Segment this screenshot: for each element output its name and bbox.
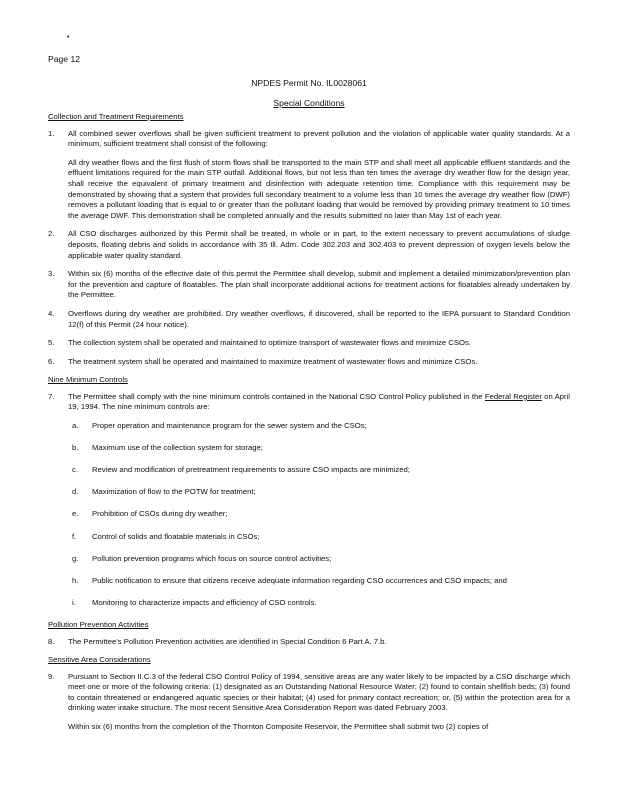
permit-number: NPDES Permit No. IL0028061 [251,78,367,88]
condition-7 [48,392,570,609]
condition-5 [48,338,570,349]
intro-text-end: on April 19, 1994. The nine minimum controls are: [68,391,570,412]
condition-3 [48,269,570,301]
control-item-g [68,554,570,565]
condition-8 [48,637,570,648]
condition-1 [48,129,570,222]
page-number: Page 12 [48,54,81,64]
condition-text: All dry weather flows and the first flush of storm flows shall be transported to the main STP and shall meet all applicable effluent standards and the effluent limitations required for the main STP outfall. Additional flows, but not less than ten times the average dry weather flow for the design year, shall receive the equivalent of primary treatment and disinfection with adequate retention time. Compliance with this requirement may be demonstrated by showing that a system that provides full secondary treatment to a volume less than 10 times the average dry weather flow (DWF) removes a pollutant loading that is equal to or greater than the pollutant loading that would be removed by providing primary treatment to 10 times the average DWF. This demonstration shall be completed annually and the results submitted no later than May 1st of each year. [68,157,570,220]
control-text: Proper operation and maintenance program for the sewer system and the CSOs; [92,421,367,431]
control-item-b [68,443,570,454]
condition-text: Within six (6) months from the completion of the Thornton Composite Reservoir, the Permittee shall submit two (2) copies of [68,722,489,732]
section-heading-collection: Collection and Treatment Requirements [48,112,184,121]
control-text: Pollution prevention programs which focus on source control activities; [92,553,332,563]
control-item-h [68,576,570,587]
condition-text: Within six (6) months of the effective date of this permit the Permittee shall develop, submit and implement a detailed minimization/prevention plan for the prevention and capture of floatables. The plan shall incorporate additional actions for treatment actions for floatables already undertaken by the Permittee. [68,269,570,300]
condition-text: All CSO discharges authorized by this Permit shall be treated, in whole or in part, to the extent necessary to prevent accumulations of sludge deposits, floating debris and solids in accordance with 35 Ill. Adm. Code 302.203 and 302.403 to prevent depression of oxygen levels below the applicable water quality standard. [68,229,570,260]
control-item-d [68,487,570,498]
condition-6 [48,357,570,368]
control-letter: b. [72,443,79,453]
section-heading-pollution-prevention: Pollution Prevention Activities [48,619,149,629]
document-body [48,112,570,741]
condition-text: Pursuant to Section II.C.3 of the federal CSO Control Policy of 1994, sensitive areas are any water likely to be impacted by a CSO discharge which meet one or more of the following criteria: (1) designated as an Outstanding National Resource Water; (2) found to contain shellfish beds; (3) found to contain threatened or endangered aquatic species or their habitat; (4) used for primary contact recreation; or, (5) within the protection area for a drinking water intake structure. The most recent Sensitive Area Consideration Report was dated February 2003. [68,671,570,713]
condition-number: 5. [48,338,55,348]
condition-number: 6. [48,356,55,366]
control-text: Public notification to ensure that citizens receive adequate information regarding CSO occurrences and CSO impacts; and [92,575,507,585]
control-text: Control of solids and floatable materials in CSOs; [92,531,260,541]
condition-text: All combined sewer overflows shall be given sufficient treatment to prevent pollution and the violation of applicable water quality standards. At a minimum, sufficient treatment shall consist of the following: [68,128,570,149]
condition-text: The collection system shall be operated and maintained to optimize transport of wastewater flows and minimize CSOs. [68,338,471,348]
control-text: Monitoring to characterize impacts and efficiency of CSO controls. [92,597,317,607]
condition-9 [48,672,570,733]
control-text: Prohibition of CSOs during dry weather; [92,509,228,519]
control-text: Review and modification of pretreatment requirements to assure CSO impacts are minimized; [92,465,410,475]
control-letter: i. [72,597,76,607]
control-letter: e. [72,509,79,519]
control-letter: g. [72,553,79,563]
control-item-a [68,421,570,432]
control-letter: h. [72,575,79,585]
federal-register-reference: Federal Register [484,391,542,401]
control-text: Maximization of flow to the POTW for treatment; [92,487,256,497]
condition-4 [48,309,570,330]
condition-number: 7. [48,391,55,401]
condition-text [68,392,570,413]
control-letter: d. [72,487,79,497]
condition-text: The treatment system shall be operated and maintained to maximize treatment of wastewater flows and minimize CSOs. [68,356,478,366]
nine-controls-list [68,421,570,608]
condition-number: 8. [48,636,55,646]
control-item-f [68,532,570,543]
document-title: Special Conditions [273,98,345,108]
condition-number: 2. [48,229,55,239]
intro-text: The Permittee shall comply with the nine minimum controls contained in the National CSO Control Policy published in the [68,391,485,401]
condition-text: Overflows during dry weather are prohibited. Dry weather overflows, if discovered, shall be reported to the IEPA pursuant to Standard Condition 12(f) of this Permit (24 hour notice). [68,308,570,329]
condition-number: 1. [48,128,55,138]
condition-text: The Permittee's Pollution Prevention activities are identified in Special Condition 6 Part A. 7.b. [68,636,387,646]
control-letter: a. [72,421,79,431]
section-heading-nine-minimum: Nine Minimum Controls [48,375,128,385]
control-item-e [68,509,570,520]
condition-number: 4. [48,308,55,318]
control-letter: f. [72,531,77,541]
condition-number: 9. [48,671,55,681]
control-letter: c. [72,465,78,475]
section-heading-sensitive-area: Sensitive Area Considerations [48,655,151,665]
condition-2 [48,229,570,261]
control-item-c [68,465,570,476]
control-item-i [68,598,570,609]
condition-number: 3. [48,269,55,279]
control-text: Maximum use of the collection system for storage; [92,443,263,453]
stray-mark: • [67,34,70,41]
